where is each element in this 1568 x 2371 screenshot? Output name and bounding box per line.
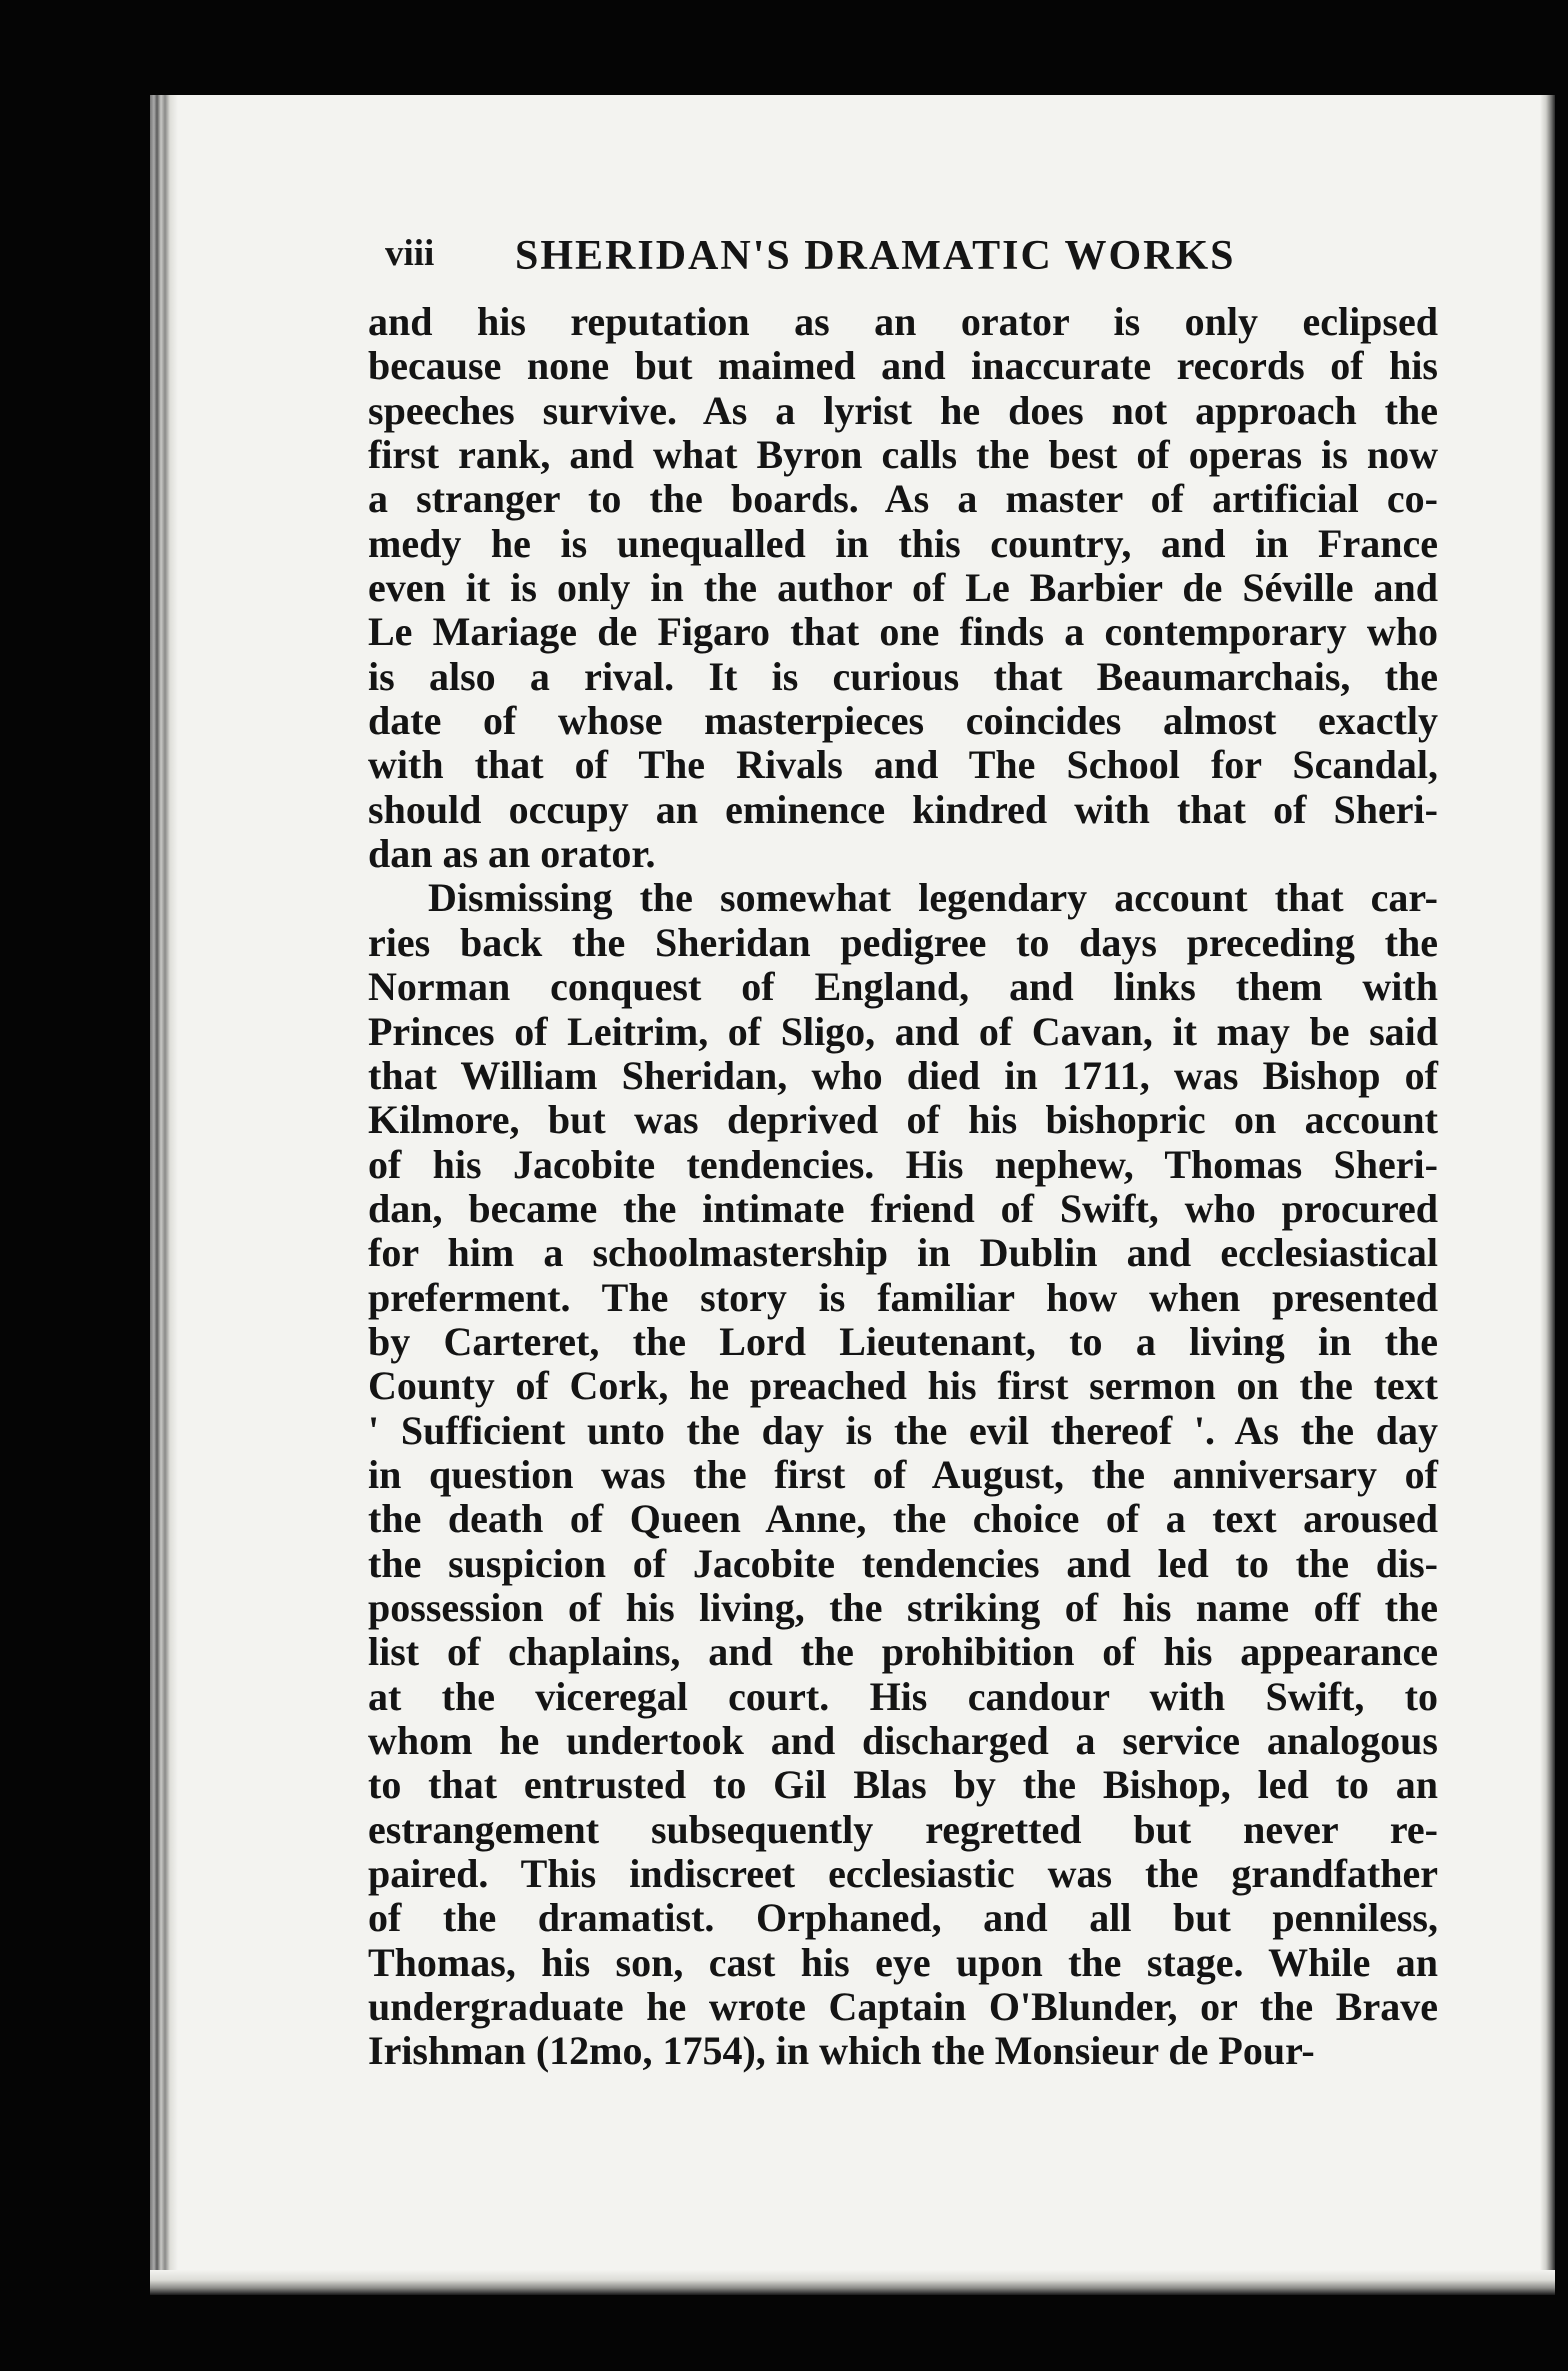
text-line: preferment. The story is familiar how when presented [368, 1274, 1438, 1320]
text-line: Thomas, his son, cast his eye upon the stage. While an [368, 1939, 1438, 1985]
page-number: viii [385, 233, 435, 274]
text-line: for him a schoolmastership in Dublin and ecclesiastical [368, 1230, 1438, 1276]
text-line: should occupy an eminence kindred with that of Sheri- [368, 786, 1438, 832]
text-line: a stranger to the boards. As a master of artificial co- [368, 476, 1438, 522]
text-line: with that of The Rivals and The School for Scandal, [368, 742, 1438, 788]
text-line: list of chaplains, and the prohibition of his appearance [368, 1629, 1438, 1675]
text-line: speeches survive. As a lyrist he does not approach the [368, 387, 1438, 433]
text-line: at the viceregal court. His candour with Swift, to [368, 1673, 1438, 1719]
text-line: County of Cork, he preached his first sermon on the text [368, 1363, 1438, 1409]
text-line: by Carteret, the Lord Lieutenant, to a living in the [368, 1318, 1438, 1364]
running-head [385, 232, 1435, 292]
text-line: dan, became the intimate friend of Swift, who procured [368, 1185, 1438, 1231]
text-line: the death of Queen Anne, the choice of a text aroused [368, 1496, 1438, 1542]
text-line: because none but maimed and inaccurate records of his [368, 343, 1438, 389]
text-line: to that entrusted to Gil Blas by the Bishop, led to an [368, 1762, 1438, 1808]
text-line: possession of his living, the striking of his name off the [368, 1584, 1438, 1630]
text-line: and his reputation as an orator is only eclipsed [368, 299, 1438, 344]
text-line: Irishman (12mo, 1754), in which the Monsieur de Pour- [368, 2028, 1315, 2074]
text-line: whom he undertook and discharged a service analogous [368, 1718, 1438, 1763]
page-bottom-edge [150, 2270, 1555, 2295]
body-text [368, 300, 1438, 2074]
text-line: is also a rival. It is curious that Beaumarchais, the [368, 653, 1438, 699]
page-binding-edge [150, 95, 178, 2295]
text-line: Norman conquest of England, and links them with [368, 964, 1438, 1010]
text-line: of his Jacobite tendencies. His nephew, Thomas Sheri- [368, 1141, 1438, 1187]
text-line: Le Mariage de Figaro that one finds a contemporary who [368, 609, 1438, 655]
text-line: date of whose masterpieces coincides almost exactly [368, 698, 1438, 744]
text-line: medy he is unequalled in this country, and in France [368, 520, 1438, 566]
page-right-edge [1540, 95, 1555, 2295]
paragraph-end-line: dan as an orator. [368, 831, 656, 877]
paragraph-first-line: Dismissing the somewhat legendary account that car- [428, 875, 1438, 921]
text-line: the suspicion of Jacobite tendencies and led to the dis- [368, 1540, 1438, 1586]
text-line: in question was the first of August, the anniversary of [368, 1451, 1438, 1497]
text-line: of the dramatist. Orphaned, and all but penniless, [368, 1895, 1438, 1941]
text-line: ries back the Sheridan pedigree to days preceding the [368, 919, 1438, 965]
text-line: paired. This indiscreet ecclesiastic was the grandfather [368, 1851, 1438, 1897]
text-line: undergraduate he wrote Captain O'Blunder, or the Brave [368, 1984, 1438, 2030]
text-line: Princes of Leitrim, of Sligo, and of Cavan, it may be said [368, 1008, 1438, 1054]
text-line: that William Sheridan, who died in 1711, was Bishop of [368, 1052, 1438, 1098]
text-line: first rank, and what Byron calls the best of operas is now [368, 432, 1438, 478]
text-line: even it is only in the author of Le Barbier de Séville and [368, 565, 1438, 611]
running-head-title: SHERIDAN'S DRAMATIC WORKS [515, 233, 1236, 279]
text-line: Kilmore, but was deprived of his bishopric on account [368, 1097, 1438, 1143]
text-line: ' Sufficient unto the day is the evil thereof '. As the day [368, 1407, 1438, 1453]
text-line: estrangement subsequently regretted but never re- [368, 1806, 1438, 1852]
